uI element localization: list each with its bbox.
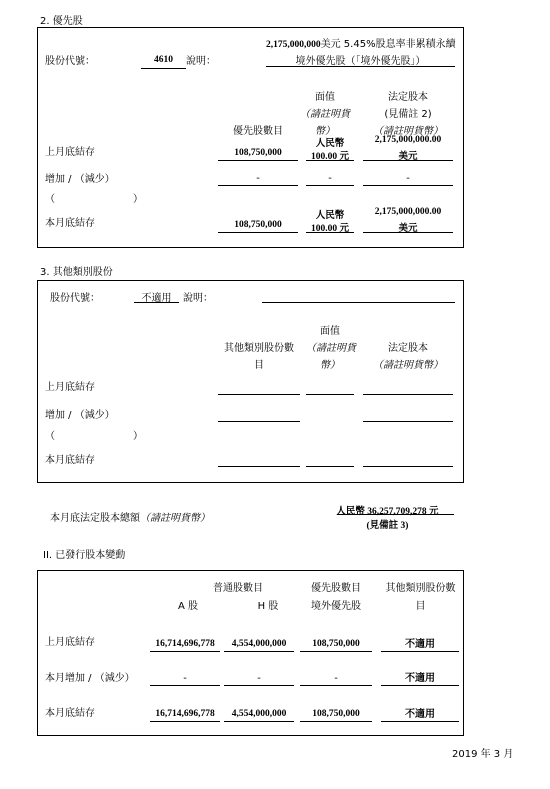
change-h: -	[257, 673, 261, 684]
prev-auth-l2: 美元	[398, 152, 418, 162]
change-shares-underline	[218, 421, 300, 422]
stock-code-value: 不適用	[141, 293, 172, 304]
end-other-underline	[381, 721, 459, 722]
change-auth: -	[406, 173, 410, 184]
stock-code-label: 股份代號：	[50, 293, 100, 304]
row-end-label: 本月底結存	[45, 708, 95, 719]
total-note: (見備註 3)	[366, 521, 409, 531]
other-shares-box	[37, 280, 464, 483]
prev-a-underline	[150, 651, 220, 652]
change-other-underline	[381, 685, 459, 686]
row-end-label: 本月底結存	[45, 218, 95, 229]
row-end-label: 本月底結存	[45, 455, 95, 466]
row-prev-label: 上月底結存	[45, 147, 95, 158]
preferred-shares-box	[37, 27, 464, 248]
col-other-l1: 其他類別股份數	[385, 583, 456, 594]
prev-shares-underline	[218, 160, 298, 161]
col-h: H 股	[257, 601, 279, 612]
prev-shares-underline	[218, 394, 300, 395]
col-par-l2: （請註明貨	[306, 343, 356, 354]
end-shares-underline	[218, 466, 300, 467]
change-shares-underline	[218, 185, 298, 186]
end-a-underline	[150, 721, 220, 722]
row-change-label: 增加 / （減少）	[45, 410, 115, 421]
col-shares: 優先股數目	[233, 126, 283, 137]
col-auth-l2: （請註明貨幣）	[373, 360, 443, 371]
end-pref-underline	[300, 721, 372, 722]
end-par-l1: 人民幣	[315, 211, 345, 221]
end-auth-l2: 美元	[398, 224, 418, 234]
change-shares: -	[256, 173, 260, 184]
end-auth-l1: 2,175,000,000.00	[374, 207, 442, 217]
prev-pref: 108,750,000	[312, 639, 360, 649]
end-h-underline	[224, 721, 294, 722]
explain-underline	[266, 66, 455, 67]
explain-label: 說明：	[183, 293, 213, 304]
end-auth-underline	[363, 466, 453, 467]
section-3-heading: 3. 其他類別股份	[40, 267, 113, 278]
row-change-open: （	[45, 194, 55, 205]
prev-par-l2: 100.00 元	[310, 152, 349, 162]
issued-capital-box	[37, 570, 464, 736]
col-auth-l1: 法定股本	[388, 92, 428, 103]
prev-shares: 108,750,000	[234, 148, 282, 158]
prev-a: 16,714,696,778	[155, 639, 215, 649]
row-change-open: （	[45, 431, 55, 442]
row-change-label: 增加 / （減少）	[45, 174, 115, 185]
change-pref: -	[334, 673, 338, 684]
total-value: 人民幣 36,257,709,278 元	[336, 507, 439, 517]
col-auth-l2: (見備註 2)	[384, 109, 432, 120]
col-auth-l3: （請註明貨幣）	[373, 126, 443, 137]
desc-line1: 2,175,000,000美元 5.45%股息率非累積永續	[266, 39, 456, 50]
end-par-underline	[306, 232, 354, 233]
prev-par-underline	[306, 160, 354, 161]
end-auth-underline	[363, 232, 453, 233]
prev-pref-underline	[300, 651, 372, 652]
stock-code-label: 股份代號：	[45, 56, 95, 67]
prev-h-underline	[224, 651, 294, 652]
change-auth-underline	[363, 185, 453, 186]
change-par: -	[328, 173, 332, 184]
col-par-l3: 幣）	[320, 360, 340, 371]
end-pref: 108,750,000	[312, 709, 360, 719]
change-pref-underline	[300, 685, 372, 686]
prev-other: 不適用	[405, 639, 435, 650]
end-par-underline	[306, 466, 354, 467]
end-shares: 108,750,000	[234, 220, 282, 230]
change-a: -	[183, 673, 187, 684]
row-prev-label: 上月底結存	[45, 637, 95, 648]
col-a: A 股	[177, 601, 199, 612]
prev-par-l1: 人民幣	[315, 139, 345, 149]
change-h-underline	[224, 685, 294, 686]
prev-auth-underline	[363, 394, 453, 395]
section-ii-heading: II. 已發行股本變動	[43, 550, 126, 561]
section-2-heading: 2. 優先股	[40, 16, 83, 27]
stock-code-underline	[134, 302, 179, 303]
row-prev-label: 上月底結存	[45, 382, 95, 393]
end-other: 不適用	[405, 709, 435, 720]
explain-label: 說明：	[186, 56, 216, 67]
col-shares-l2: 目	[254, 360, 264, 371]
col-par-l1: 面值	[320, 326, 340, 337]
prev-other-underline	[381, 651, 459, 652]
total-label: 本月底法定股本總額（請註明貨幣）	[50, 513, 210, 524]
change-par-underline	[306, 185, 354, 186]
end-par-l2: 100.00 元	[310, 224, 349, 234]
prev-h: 4,554,000,000	[231, 639, 287, 649]
prev-par-underline	[306, 394, 354, 395]
col-par-l2: （請註明貨	[300, 109, 350, 120]
prev-auth-underline	[363, 160, 453, 161]
total-underline	[337, 514, 454, 515]
col-auth-l1: 法定股本	[388, 343, 428, 354]
row-change-label: 本月增加 / （減少）	[45, 673, 135, 684]
row-change-close: ）	[133, 431, 143, 442]
col-pref-l2: 境外優先股	[311, 601, 361, 612]
footer-date: 2019 年 3 月	[452, 749, 514, 760]
change-auth-underline	[363, 421, 453, 422]
col-pref-l1: 優先股數目	[311, 583, 361, 594]
explain-value: 境外優先股（「境外優先股」）	[295, 56, 426, 67]
col-par-l1: 面值	[315, 92, 335, 103]
stock-code-value: 4610	[154, 55, 173, 65]
end-shares-underline	[218, 232, 298, 233]
change-a-underline	[150, 685, 220, 686]
col-shares-l1: 其他類別股份數	[224, 343, 294, 354]
prev-auth-l1: 2,175,000,000.00	[374, 135, 442, 145]
explain-underline	[262, 302, 455, 303]
col-par-l3: 幣）	[315, 126, 335, 137]
stock-code-underline	[141, 68, 186, 69]
end-a: 16,714,696,778	[155, 709, 215, 719]
col-ord: 普通股數目	[213, 583, 263, 594]
row-change-close: ）	[133, 194, 143, 205]
change-other: 不適用	[405, 673, 435, 684]
col-other-l2: 目	[415, 601, 426, 612]
end-h: 4,554,000,000	[231, 709, 287, 719]
